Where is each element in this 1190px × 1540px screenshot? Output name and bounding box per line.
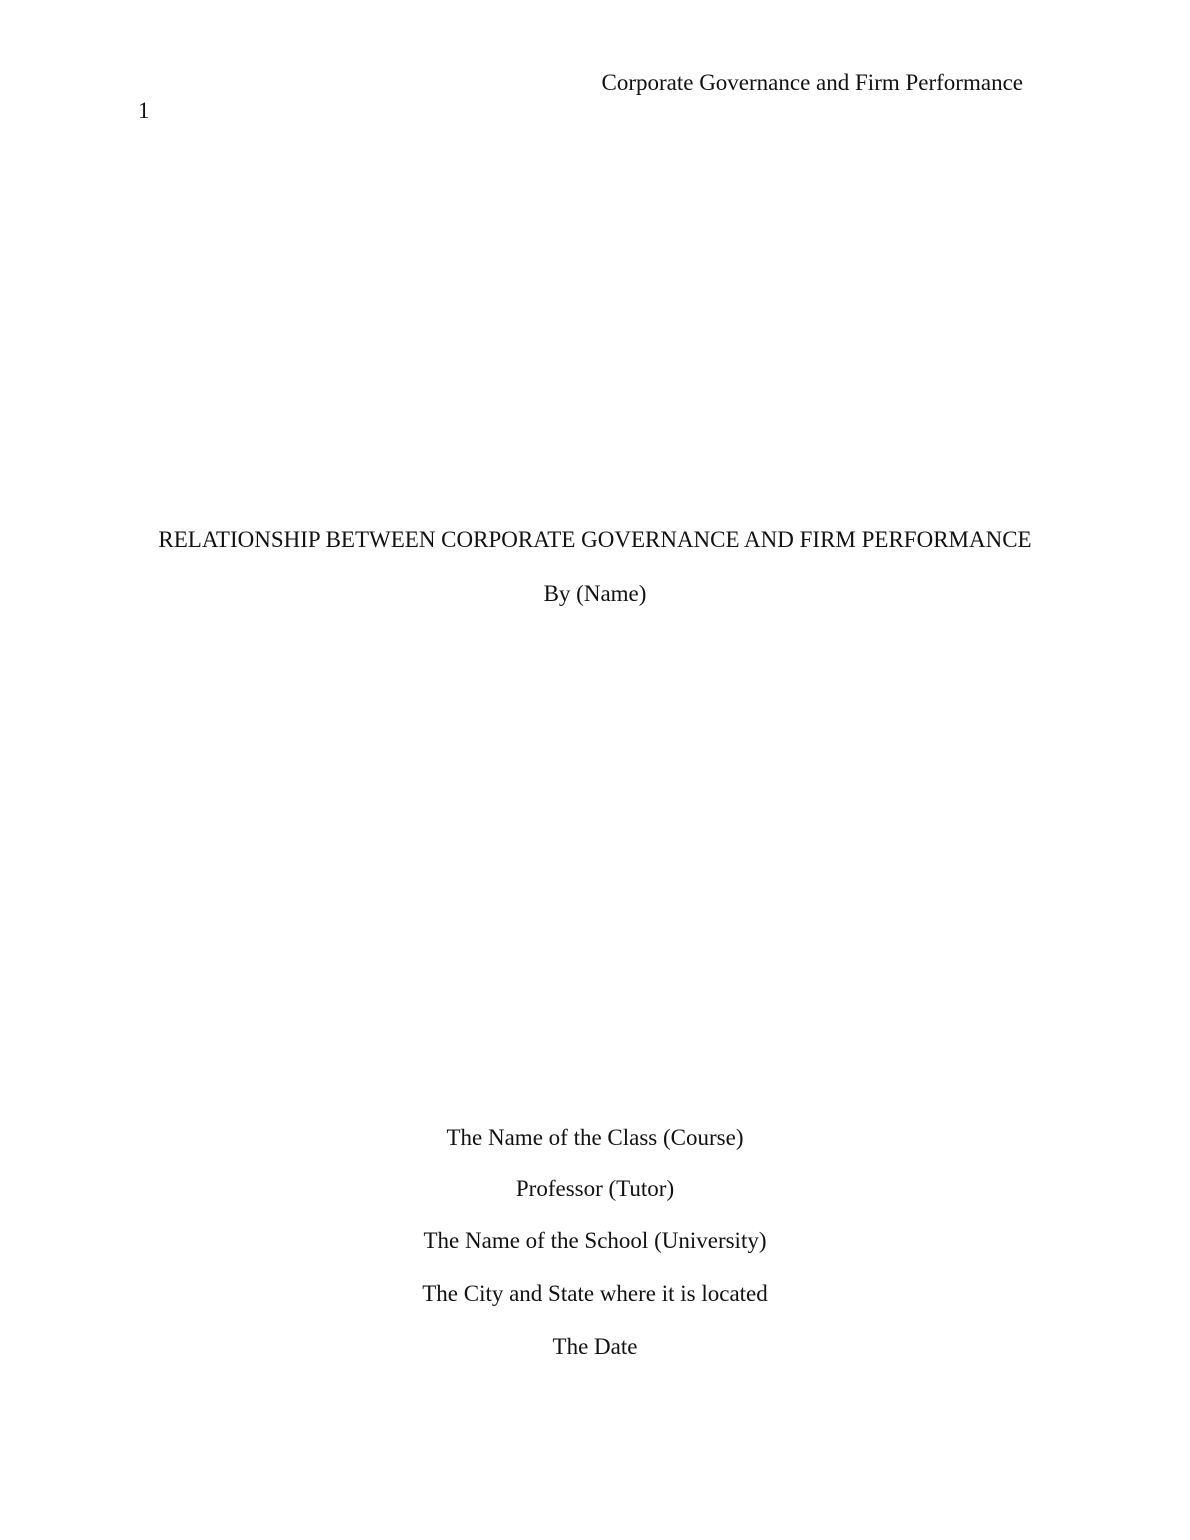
byline: By (Name) bbox=[543, 581, 647, 606]
date-line: The Date bbox=[552, 1334, 638, 1359]
professor-line: Professor (Tutor) bbox=[515, 1176, 675, 1201]
page-number: 1 bbox=[138, 98, 150, 123]
course-line: The Name of the Class (Course) bbox=[446, 1125, 744, 1150]
school-line: The Name of the School (University) bbox=[423, 1228, 767, 1253]
running-head: Corporate Governance and Firm Performance bbox=[601, 70, 1023, 95]
city-state-line: The City and State where it is located bbox=[422, 1281, 768, 1306]
document-title: RELATIONSHIP BETWEEN CORPORATE GOVERNANCE AND FIRM PERFORMANCE bbox=[158, 527, 1032, 552]
